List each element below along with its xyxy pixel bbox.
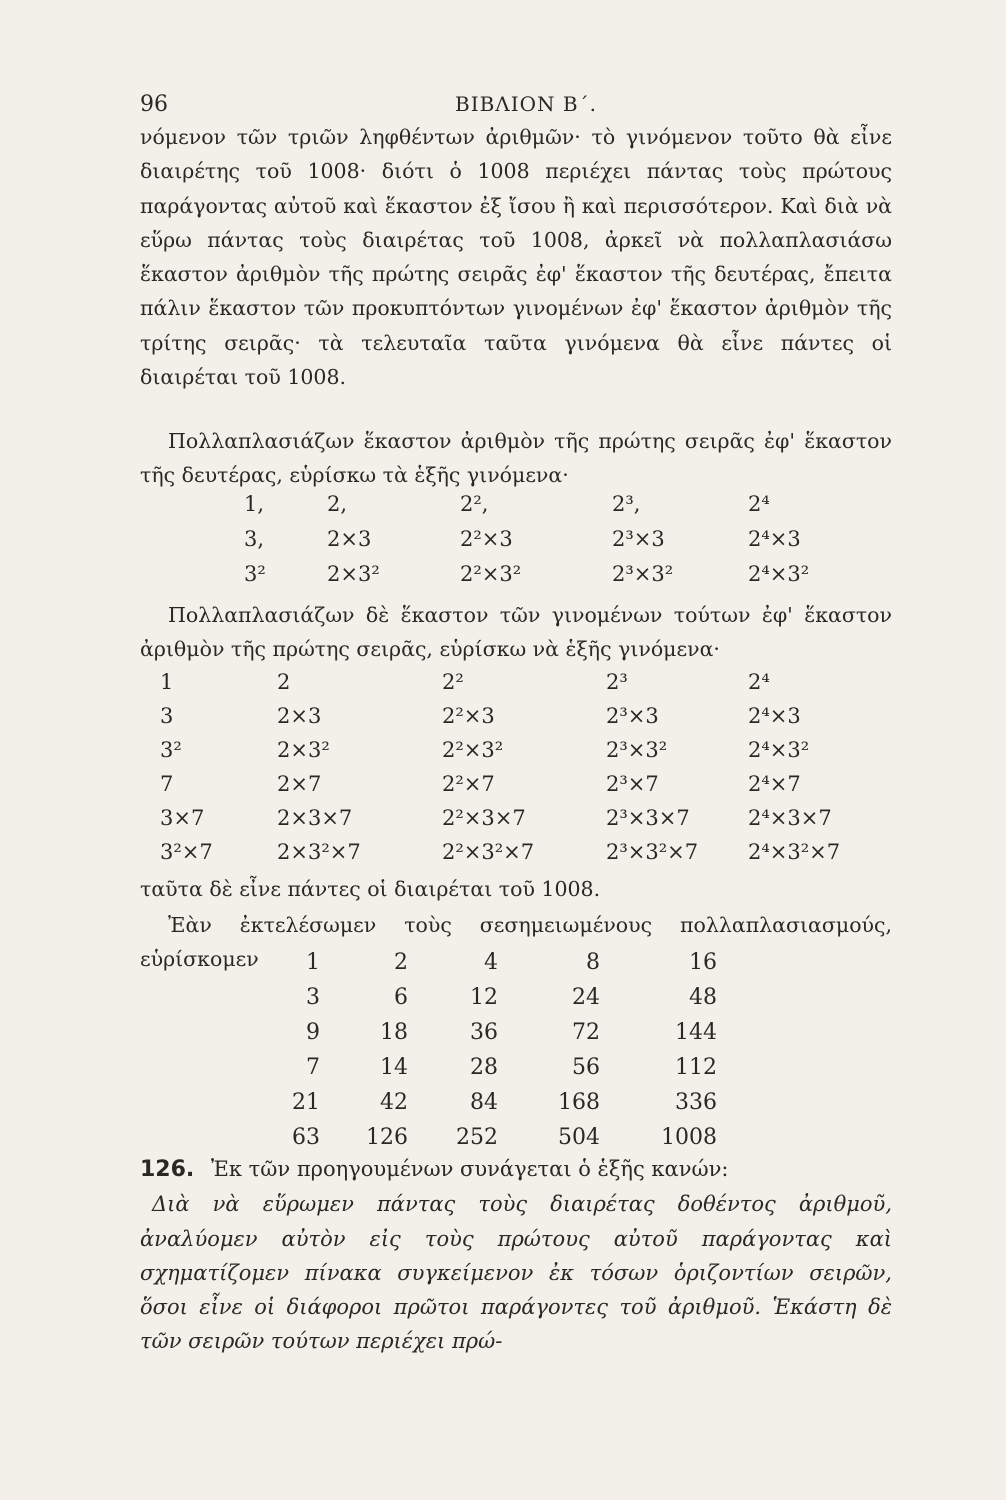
step2-cell: 2³ (606, 670, 628, 694)
step1-cell: 1, (244, 492, 265, 516)
rule-statement: Διὰ νὰ εὕρωμεν πάντας τοὺς διαιρέτας δοθέντος ἀριθμοῦ, ἀναλύομεν αὐτὸν εἰς τοὺς πρώτους αὐτοῦ παράγοντας καὶ σχηματίζομεν πίνακα συγκείμενον ἐκ τόσων ὁριζοντίων σειρῶν, ὅσοι εἶνε οἱ διάφοροι πρῶτοι παράγοντες τοῦ ἀριθμοῦ. Ἑκάστη δὲ τῶν σειρῶν τούτων περιέχει πρώ- (140, 1192, 892, 1354)
step2-cell: 2⁴×7 (748, 772, 801, 796)
divisor-cell: 1008 (661, 1125, 717, 1150)
step1-cell: 2²×3 (460, 527, 513, 551)
step2-cell: 2×7 (277, 772, 322, 796)
step3-paragraph: Ἐὰν ἐκτελέσωμεν τοὺς σεσημειωμένους πολλαπλασιασμούς, εὑρίσκομεν (140, 913, 892, 972)
step2-cell: 2³×3 (606, 704, 659, 728)
step2-cell: 7 (160, 772, 174, 796)
divisor-cell: 9 (306, 1020, 320, 1045)
step2-cell: 3×7 (160, 806, 205, 830)
step2-cell: 2×3 (277, 704, 322, 728)
divisor-cell: 24 (572, 985, 600, 1010)
step2-cell: 2⁴×3 (748, 704, 801, 728)
step1-cell: 2², (460, 492, 489, 516)
step2-cell: 2 (277, 670, 291, 694)
step1-cell: 3² (244, 562, 266, 586)
section-lead: Ἐκ τῶν προηγουμένων συνάγεται ὁ ἑξῆς κανών: (210, 1157, 729, 1181)
step2-cell: 2⁴ (748, 670, 770, 694)
step1-cell: 2³×3 (612, 527, 665, 551)
divisor-cell: 12 (470, 985, 498, 1010)
divisor-cell: 336 (675, 1090, 717, 1115)
step1-cell: 3, (244, 527, 265, 551)
step2-cell: 2² (442, 670, 464, 694)
step2-cell: 3²×7 (160, 840, 213, 864)
step1-cell: 2⁴×3² (748, 562, 810, 586)
divisor-cell: 3 (306, 985, 320, 1010)
divisor-cell: 168 (558, 1090, 600, 1115)
divisor-cell: 112 (675, 1055, 717, 1080)
section-126 (140, 1152, 892, 1359)
step2-cell: 2×3²×7 (277, 840, 361, 864)
divisor-cell: 56 (572, 1055, 600, 1080)
divisor-cell: 42 (380, 1090, 408, 1115)
step1-cell: 2²×3² (460, 562, 522, 586)
step1-cell: 2×3² (327, 562, 380, 586)
divisor-cell: 252 (456, 1125, 498, 1150)
step2-cell: 2²×7 (442, 772, 495, 796)
page-header (140, 92, 900, 122)
divisor-cell: 21 (292, 1090, 320, 1115)
step2-cell: 2²×3²×7 (442, 840, 535, 864)
step2-cell: 3² (160, 738, 182, 762)
step1-cell: 2×3 (327, 527, 372, 551)
step2-cell: 2³×3² (606, 738, 668, 762)
divisor-cell: 28 (470, 1055, 498, 1080)
step2-conclusion: ταῦτα δὲ εἶνε πάντες οἱ διαιρέται τοῦ 1008. (140, 877, 601, 901)
step1-cell: 2⁴×3 (748, 527, 801, 551)
divisor-cell: 2 (394, 950, 408, 975)
step1-cell: 2⁴ (748, 492, 770, 516)
divisor-cell: 36 (470, 1020, 498, 1045)
step2-cell: 2³×7 (606, 772, 659, 796)
step2-cell: 2²×3 (442, 704, 495, 728)
intro-paragraph: νόμενον τῶν τριῶν ληφθέντων ἀριθμῶν· τὸ γινόμενον τοῦτο θὰ εἶνε διαιρέτης τοῦ 1008· διότι ὁ 1008 περιέχει πάντας τοὺς πρώτους παράγοντας αὐτοῦ καὶ ἕκαστον ἐξ ἴσου ἢ καὶ περισσότερον. Καὶ διὰ νὰ εὕρω πάντας τοὺς διαιρέτας τοῦ 1008, ἀρκεῖ νὰ πολλαπλασιάσω ἕκαστον ἀριθμὸν τῆς πρώτης σειρᾶς ἐφ' ἕκαστον τῆς δευτέρας, ἔπειτα πάλιν ἕκαστον τῶν προκυπτόντων γινομένων ἐφ' ἕκαστον ἀριθμὸν τῆς τρίτης σειρᾶς· τὰ τελευταῖα ταῦτα γινόμενα θὰ εἶνε πάντες οἱ διαιρέται τοῦ 1008. (140, 125, 892, 390)
divisor-cell: 4 (484, 950, 498, 975)
divisor-cell: 48 (689, 985, 717, 1010)
step2-cell: 2³×3²×7 (606, 840, 699, 864)
step2-cell: 2³×3×7 (606, 806, 690, 830)
step2-cell: 2⁴×3² (748, 738, 810, 762)
divisor-cell: 14 (380, 1055, 408, 1080)
step2-cell: 3 (160, 704, 174, 728)
section-number: 126. (140, 1157, 195, 1182)
step2-cell: 1 (160, 670, 174, 694)
divisor-cell: 84 (470, 1090, 498, 1115)
divisor-cell: 126 (366, 1125, 408, 1150)
divisor-cell: 144 (675, 1020, 717, 1045)
running-title: ΒΙΒΛΙΟΝ Β΄. (455, 92, 597, 116)
step1-cell: 2³×3² (612, 562, 674, 586)
step2-cell: 2×3×7 (277, 806, 353, 830)
divisor-cell: 8 (586, 950, 600, 975)
divisor-cell: 7 (306, 1055, 320, 1080)
divisor-cell: 6 (394, 985, 408, 1010)
page-number: 96 (140, 92, 168, 117)
step2-cell: 2⁴×3²×7 (748, 840, 841, 864)
step2-cell: 2²×3² (442, 738, 504, 762)
step2-paragraph: Πολλαπλασιάζων δὲ ἕκαστον τῶν γινομένων τούτων ἐφ' ἕκαστον ἀριθμὸν τῆς πρώτης σειρᾶς, εὑρίσκω νὰ ἑξῆς γινόμενα· (140, 603, 892, 662)
step2-cell: 2²×3×7 (442, 806, 526, 830)
divisor-cell: 504 (558, 1125, 600, 1150)
divisor-cell: 18 (380, 1020, 408, 1045)
divisor-cell: 1 (306, 950, 320, 975)
divisor-cell: 63 (292, 1125, 320, 1150)
step2-cell: 2⁴×3×7 (748, 806, 832, 830)
divisor-cell: 16 (689, 950, 717, 975)
step2-cell: 2×3² (277, 738, 330, 762)
step1-cell: 2³, (612, 492, 641, 516)
divisor-cell: 72 (572, 1020, 600, 1045)
step1-cell: 2, (327, 492, 348, 516)
step1-paragraph: Πολλαπλασιάζων ἕκαστον ἀριθμὸν τῆς πρώτης σειρᾶς ἐφ' ἕκαστον τῆς δευτέρας, εὑρίσκω τὰ ἑξῆς γινόμενα· (140, 429, 892, 488)
section-heading (140, 1152, 892, 1187)
